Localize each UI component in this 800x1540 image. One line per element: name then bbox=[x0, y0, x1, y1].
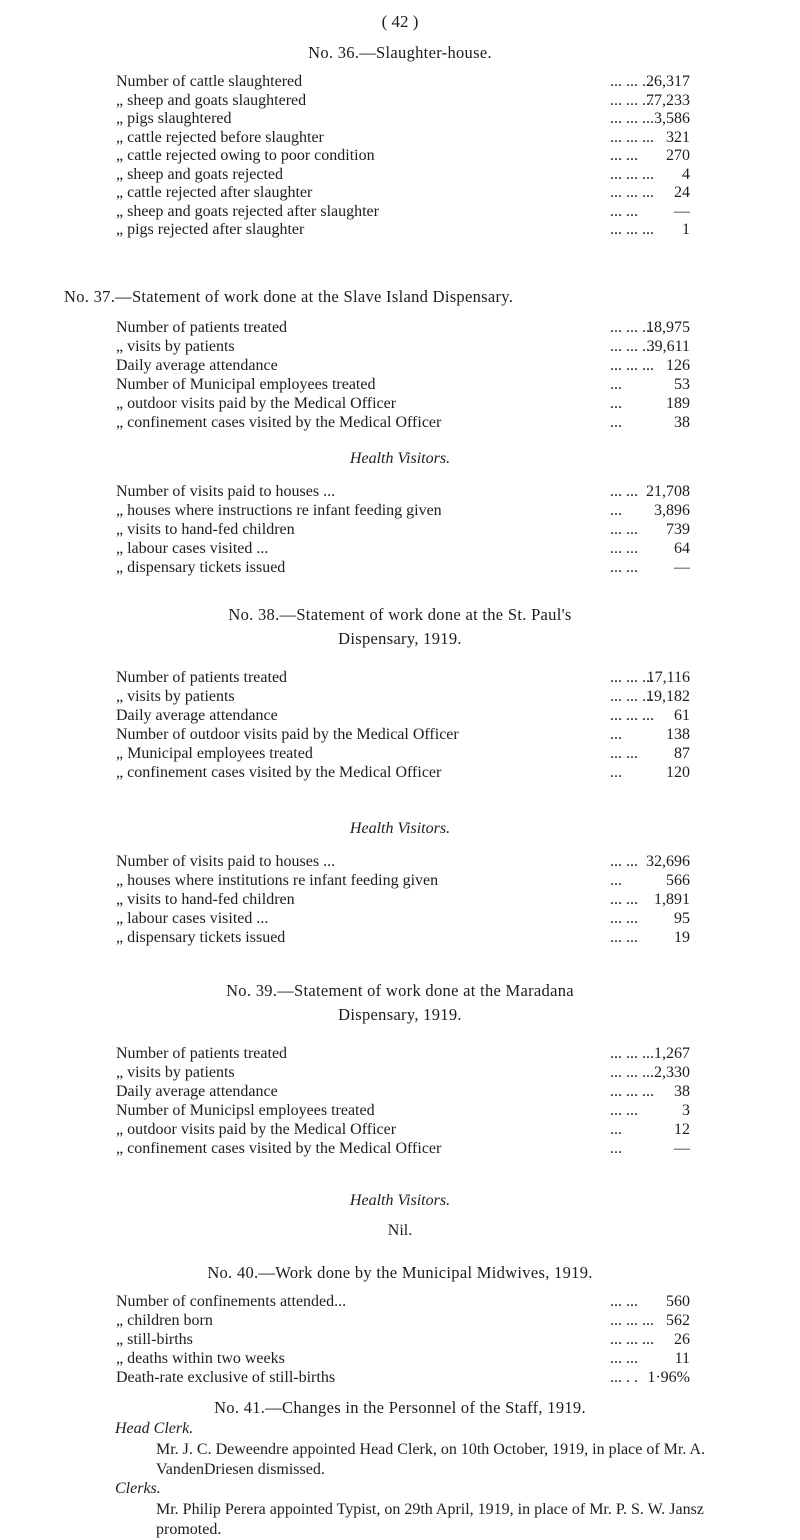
row-value: 26,317 bbox=[646, 73, 690, 90]
row-leader-dots: ... bbox=[610, 502, 622, 519]
row-leader-dots: ... ... ... bbox=[610, 669, 654, 686]
row-leader-dots: ... ... ... bbox=[610, 221, 654, 238]
row-value: 26 bbox=[674, 1331, 690, 1348]
table-row bbox=[0, 1082, 800, 1102]
row-leader-dots: ... ... ... bbox=[610, 357, 654, 374]
row-leader-dots: ... ... bbox=[610, 202, 638, 220]
table-row bbox=[0, 375, 800, 395]
row-leader-dots: ... ... bbox=[610, 745, 638, 762]
table-row bbox=[0, 318, 800, 338]
row-label: Daily average attendance bbox=[116, 1083, 278, 1100]
table-row bbox=[0, 482, 800, 502]
row-label: Number of confinements attended... bbox=[116, 1293, 347, 1310]
row-leader-dots: ... ... bbox=[610, 559, 638, 576]
table-row bbox=[0, 539, 800, 559]
section-41-clerks-title: Clerks. bbox=[115, 1480, 161, 1497]
table-row bbox=[0, 1101, 800, 1121]
table-row bbox=[0, 128, 800, 148]
table-row bbox=[0, 1311, 800, 1331]
row-label: „ sheep and goats slaughtered bbox=[116, 91, 307, 109]
row-label: „ labour cases visited ... bbox=[116, 910, 269, 927]
row-leader-dots: ... bbox=[610, 376, 622, 393]
row-label: „ visits by patients bbox=[116, 688, 235, 705]
row-value: 95 bbox=[674, 910, 690, 927]
row-value: 77,233 bbox=[646, 91, 690, 109]
section-38-title-line2: Dispensary, 1919. bbox=[338, 629, 462, 648]
row-leader-dots: ... ... bbox=[610, 1293, 638, 1310]
row-label: Number of patients treated bbox=[116, 319, 288, 336]
table-row bbox=[0, 928, 800, 948]
row-label: Number of patients treated bbox=[116, 1045, 288, 1062]
row-label: „ visits by patients bbox=[116, 1064, 235, 1081]
row-value: 39,611 bbox=[646, 338, 690, 355]
table-row bbox=[0, 558, 800, 578]
row-value: 19 bbox=[674, 929, 690, 946]
row-value: 126 bbox=[666, 357, 690, 374]
row-label: „ confinement cases visited by the Medical Officer bbox=[116, 764, 442, 781]
table-row bbox=[0, 1044, 800, 1064]
row-label: „ houses where institutions re infant feeding given bbox=[116, 872, 439, 889]
page-number: ( 42 ) bbox=[381, 12, 419, 31]
table-row bbox=[0, 871, 800, 891]
row-label: „ labour cases visited ... bbox=[116, 540, 269, 557]
row-value: 18,975 bbox=[646, 319, 690, 336]
row-leader-dots: ... bbox=[610, 764, 622, 781]
section-39-title-line1: No. 39.—Statement of work done at the Maradana bbox=[226, 981, 574, 1000]
row-label: Daily average attendance bbox=[116, 357, 278, 374]
row-leader-dots: ... ... ... bbox=[610, 110, 654, 127]
row-leader-dots: ... ... ... bbox=[610, 165, 654, 183]
table-row bbox=[0, 687, 800, 707]
row-value: 562 bbox=[666, 1312, 690, 1329]
row-label: „ children born bbox=[116, 1312, 213, 1329]
row-label: „ outdoor visits paid by the Medical Officer bbox=[116, 1121, 397, 1138]
table-row bbox=[0, 183, 800, 203]
row-label: Death-rate exclusive of still-births bbox=[116, 1369, 336, 1386]
row-leader-dots: ... ... ... bbox=[610, 707, 654, 724]
row-leader-dots: ... . . bbox=[610, 1369, 638, 1386]
row-value: 560 bbox=[666, 1293, 690, 1310]
table-row bbox=[0, 72, 800, 92]
section-37-health-visitors-title: Health Visitors. bbox=[349, 450, 451, 467]
table-row bbox=[0, 668, 800, 688]
row-label: „ confinement cases visited by the Medical Officer bbox=[116, 1140, 442, 1157]
row-leader-dots: ... ... ... bbox=[610, 319, 654, 336]
row-value: 87 bbox=[674, 745, 690, 762]
table-row bbox=[0, 1349, 800, 1369]
row-leader-dots: ... ... ... bbox=[610, 688, 654, 705]
row-leader-dots: ... ... bbox=[610, 929, 638, 946]
row-value: 19,182 bbox=[646, 688, 690, 705]
row-value: 3 bbox=[682, 1102, 690, 1119]
table-row bbox=[0, 725, 800, 745]
row-label: Number of cattle slaughtered bbox=[116, 73, 303, 90]
row-label: Number of patients treated bbox=[116, 669, 288, 686]
section-38-health-visitors-title: Health Visitors. bbox=[349, 820, 451, 837]
row-value: 61 bbox=[674, 707, 690, 724]
table-row bbox=[0, 1063, 800, 1083]
table-row bbox=[0, 165, 800, 185]
section-41-title: No. 41.—Changes in the Personnel of the Staff, 1919. bbox=[214, 1398, 586, 1417]
table-row bbox=[0, 356, 800, 376]
row-label: „ deaths within two weeks bbox=[116, 1350, 285, 1367]
row-label: „ confinement cases visited by the Medical Officer bbox=[116, 414, 442, 431]
table-row bbox=[0, 413, 800, 433]
section-39-title-line2: Dispensary, 1919. bbox=[338, 1005, 462, 1024]
row-value: 120 bbox=[666, 764, 690, 781]
table-row bbox=[0, 1368, 800, 1388]
row-leader-dots: ... ... ... bbox=[610, 91, 654, 109]
table-row bbox=[0, 763, 800, 783]
table-row bbox=[0, 109, 800, 129]
table-row bbox=[0, 706, 800, 726]
row-label: „ dispensary tickets issued bbox=[116, 559, 286, 576]
row-leader-dots: ... ... ... bbox=[610, 128, 654, 146]
row-label: Number of Municipsl employees treated bbox=[116, 1102, 375, 1119]
row-label: „ cattle rejected before slaughter bbox=[116, 128, 324, 146]
row-leader-dots: ... ... ... bbox=[610, 184, 654, 201]
row-leader-dots: ... ... ... bbox=[610, 1312, 654, 1329]
row-leader-dots: ... ... bbox=[610, 540, 638, 557]
row-label: Number of visits paid to houses ... bbox=[116, 853, 336, 870]
row-value: — bbox=[674, 559, 690, 576]
row-value: 3,896 bbox=[654, 502, 690, 519]
row-label: „ cattle rejected owing to poor condition bbox=[116, 147, 375, 164]
table-row bbox=[0, 394, 800, 414]
row-label: „ houses where instructions re infant feeding given bbox=[116, 502, 442, 519]
row-value: 38 bbox=[674, 1083, 690, 1100]
row-value: 1,891 bbox=[654, 891, 690, 908]
row-leader-dots: ... ... ... bbox=[610, 1331, 654, 1348]
row-label: „ cattle rejected after slaughter bbox=[116, 184, 313, 201]
row-label: „ still-births bbox=[116, 1331, 193, 1348]
row-value: 1 bbox=[682, 221, 690, 238]
section-37-title: No. 37.—Statement of work done at the Slave Island Dispensary. bbox=[64, 287, 514, 306]
row-value: 3,586 bbox=[654, 110, 690, 127]
row-value: 321 bbox=[666, 128, 690, 146]
row-label: „ sheep and goats rejected after slaughter bbox=[116, 202, 379, 220]
row-value: 739 bbox=[666, 521, 690, 538]
row-value: — bbox=[674, 1140, 690, 1157]
row-label: Number of Municipal employees treated bbox=[116, 376, 376, 393]
row-leader-dots: ... ... bbox=[610, 910, 638, 927]
row-value: 11 bbox=[674, 1350, 690, 1367]
row-leader-dots: ... bbox=[610, 872, 622, 889]
row-value: 566 bbox=[666, 872, 690, 889]
table-row bbox=[0, 890, 800, 910]
table-row bbox=[0, 1120, 800, 1140]
row-value: 138 bbox=[666, 726, 690, 743]
row-value: 1·96% bbox=[647, 1369, 690, 1386]
table-row bbox=[0, 1139, 800, 1159]
section-38-title-line1: No. 38.—Statement of work done at the St. Paul's bbox=[228, 605, 572, 624]
row-value: 64 bbox=[674, 540, 690, 557]
table-row bbox=[0, 1292, 800, 1312]
row-value: 21,708 bbox=[646, 483, 690, 500]
table-row bbox=[0, 744, 800, 764]
row-leader-dots: ... bbox=[610, 1121, 622, 1138]
section-36-title: No. 36.—Slaughter-house. bbox=[308, 43, 492, 62]
row-value: 12 bbox=[674, 1121, 690, 1138]
section-41-head-clerk-text: Mr. J. C. Deweendre appointed Head Clerk, on 10th October, 1919, in place of Mr. A. VandenDriesen dismissed. bbox=[156, 1441, 706, 1478]
row-label: „ pigs slaughtered bbox=[116, 110, 232, 127]
row-leader-dots: ... ... ... bbox=[610, 338, 654, 355]
row-leader-dots: ... ... ... bbox=[610, 1045, 654, 1062]
row-value: 270 bbox=[666, 147, 690, 164]
row-value: 32,696 bbox=[646, 853, 690, 870]
row-value: 189 bbox=[666, 395, 690, 412]
row-leader-dots: ... ... bbox=[610, 891, 638, 908]
row-label: „ visits to hand-fed children bbox=[116, 521, 295, 538]
row-leader-dots: ... ... bbox=[610, 1102, 638, 1119]
row-leader-dots: ... ... bbox=[610, 1350, 638, 1367]
row-value: 2,330 bbox=[654, 1064, 690, 1081]
table-row bbox=[0, 520, 800, 540]
row-label: Number of visits paid to houses ... bbox=[116, 483, 336, 500]
row-leader-dots: ... bbox=[610, 1140, 622, 1157]
row-leader-dots: ... bbox=[610, 395, 622, 412]
row-label: „ visits to hand-fed children bbox=[116, 891, 295, 908]
section-40-title: No. 40.—Work done by the Municipal Midwives, 1919. bbox=[207, 1263, 593, 1282]
row-label: „ visits by patients bbox=[116, 338, 235, 355]
table-row bbox=[0, 202, 800, 222]
row-value: 38 bbox=[674, 414, 690, 431]
table-row bbox=[0, 337, 800, 357]
row-value: 4 bbox=[682, 165, 690, 183]
table-row bbox=[0, 852, 800, 872]
row-label: „ pigs rejected after slaughter bbox=[116, 221, 305, 238]
row-leader-dots: ... bbox=[610, 726, 622, 743]
table-row bbox=[0, 146, 800, 166]
row-leader-dots: ... bbox=[610, 414, 622, 431]
row-leader-dots: ... ... ... bbox=[610, 1083, 654, 1100]
row-leader-dots: ... ... bbox=[610, 853, 638, 870]
table-row bbox=[0, 220, 800, 240]
table-row bbox=[0, 909, 800, 929]
row-label: „ sheep and goats rejected bbox=[116, 165, 284, 183]
section-41-head-clerk-title: Head Clerk. bbox=[115, 1420, 194, 1437]
row-value: 1,267 bbox=[654, 1045, 690, 1062]
row-leader-dots: ... ... ... bbox=[610, 73, 654, 90]
row-leader-dots: ... ... ... bbox=[610, 1064, 654, 1081]
row-value: 53 bbox=[674, 376, 690, 393]
table-row bbox=[0, 1330, 800, 1350]
row-label: Daily average attendance bbox=[116, 707, 278, 724]
row-label: „ Municipal employees treated bbox=[116, 745, 313, 762]
section-39-health-visitors-nil: Nil. bbox=[387, 1222, 413, 1239]
row-value: 24 bbox=[674, 184, 690, 201]
row-label: „ dispensary tickets issued bbox=[116, 929, 286, 946]
section-41-clerks-text: Mr. Philip Perera appointed Typist, on 29th April, 1919, in place of Mr. P. S. W. Jansz promoted. bbox=[156, 1501, 704, 1538]
table-row bbox=[0, 501, 800, 521]
section-39-health-visitors-title: Health Visitors. bbox=[349, 1192, 451, 1209]
table-row bbox=[0, 91, 800, 111]
row-value: — bbox=[674, 202, 690, 220]
row-leader-dots: ... ... bbox=[610, 147, 638, 164]
row-leader-dots: ... ... bbox=[610, 521, 638, 538]
row-leader-dots: ... ... bbox=[610, 483, 638, 500]
row-value: 17,116 bbox=[646, 669, 690, 686]
row-label: Number of outdoor visits paid by the Medical Officer bbox=[116, 726, 459, 743]
row-label: „ outdoor visits paid by the Medical Officer bbox=[116, 395, 397, 412]
